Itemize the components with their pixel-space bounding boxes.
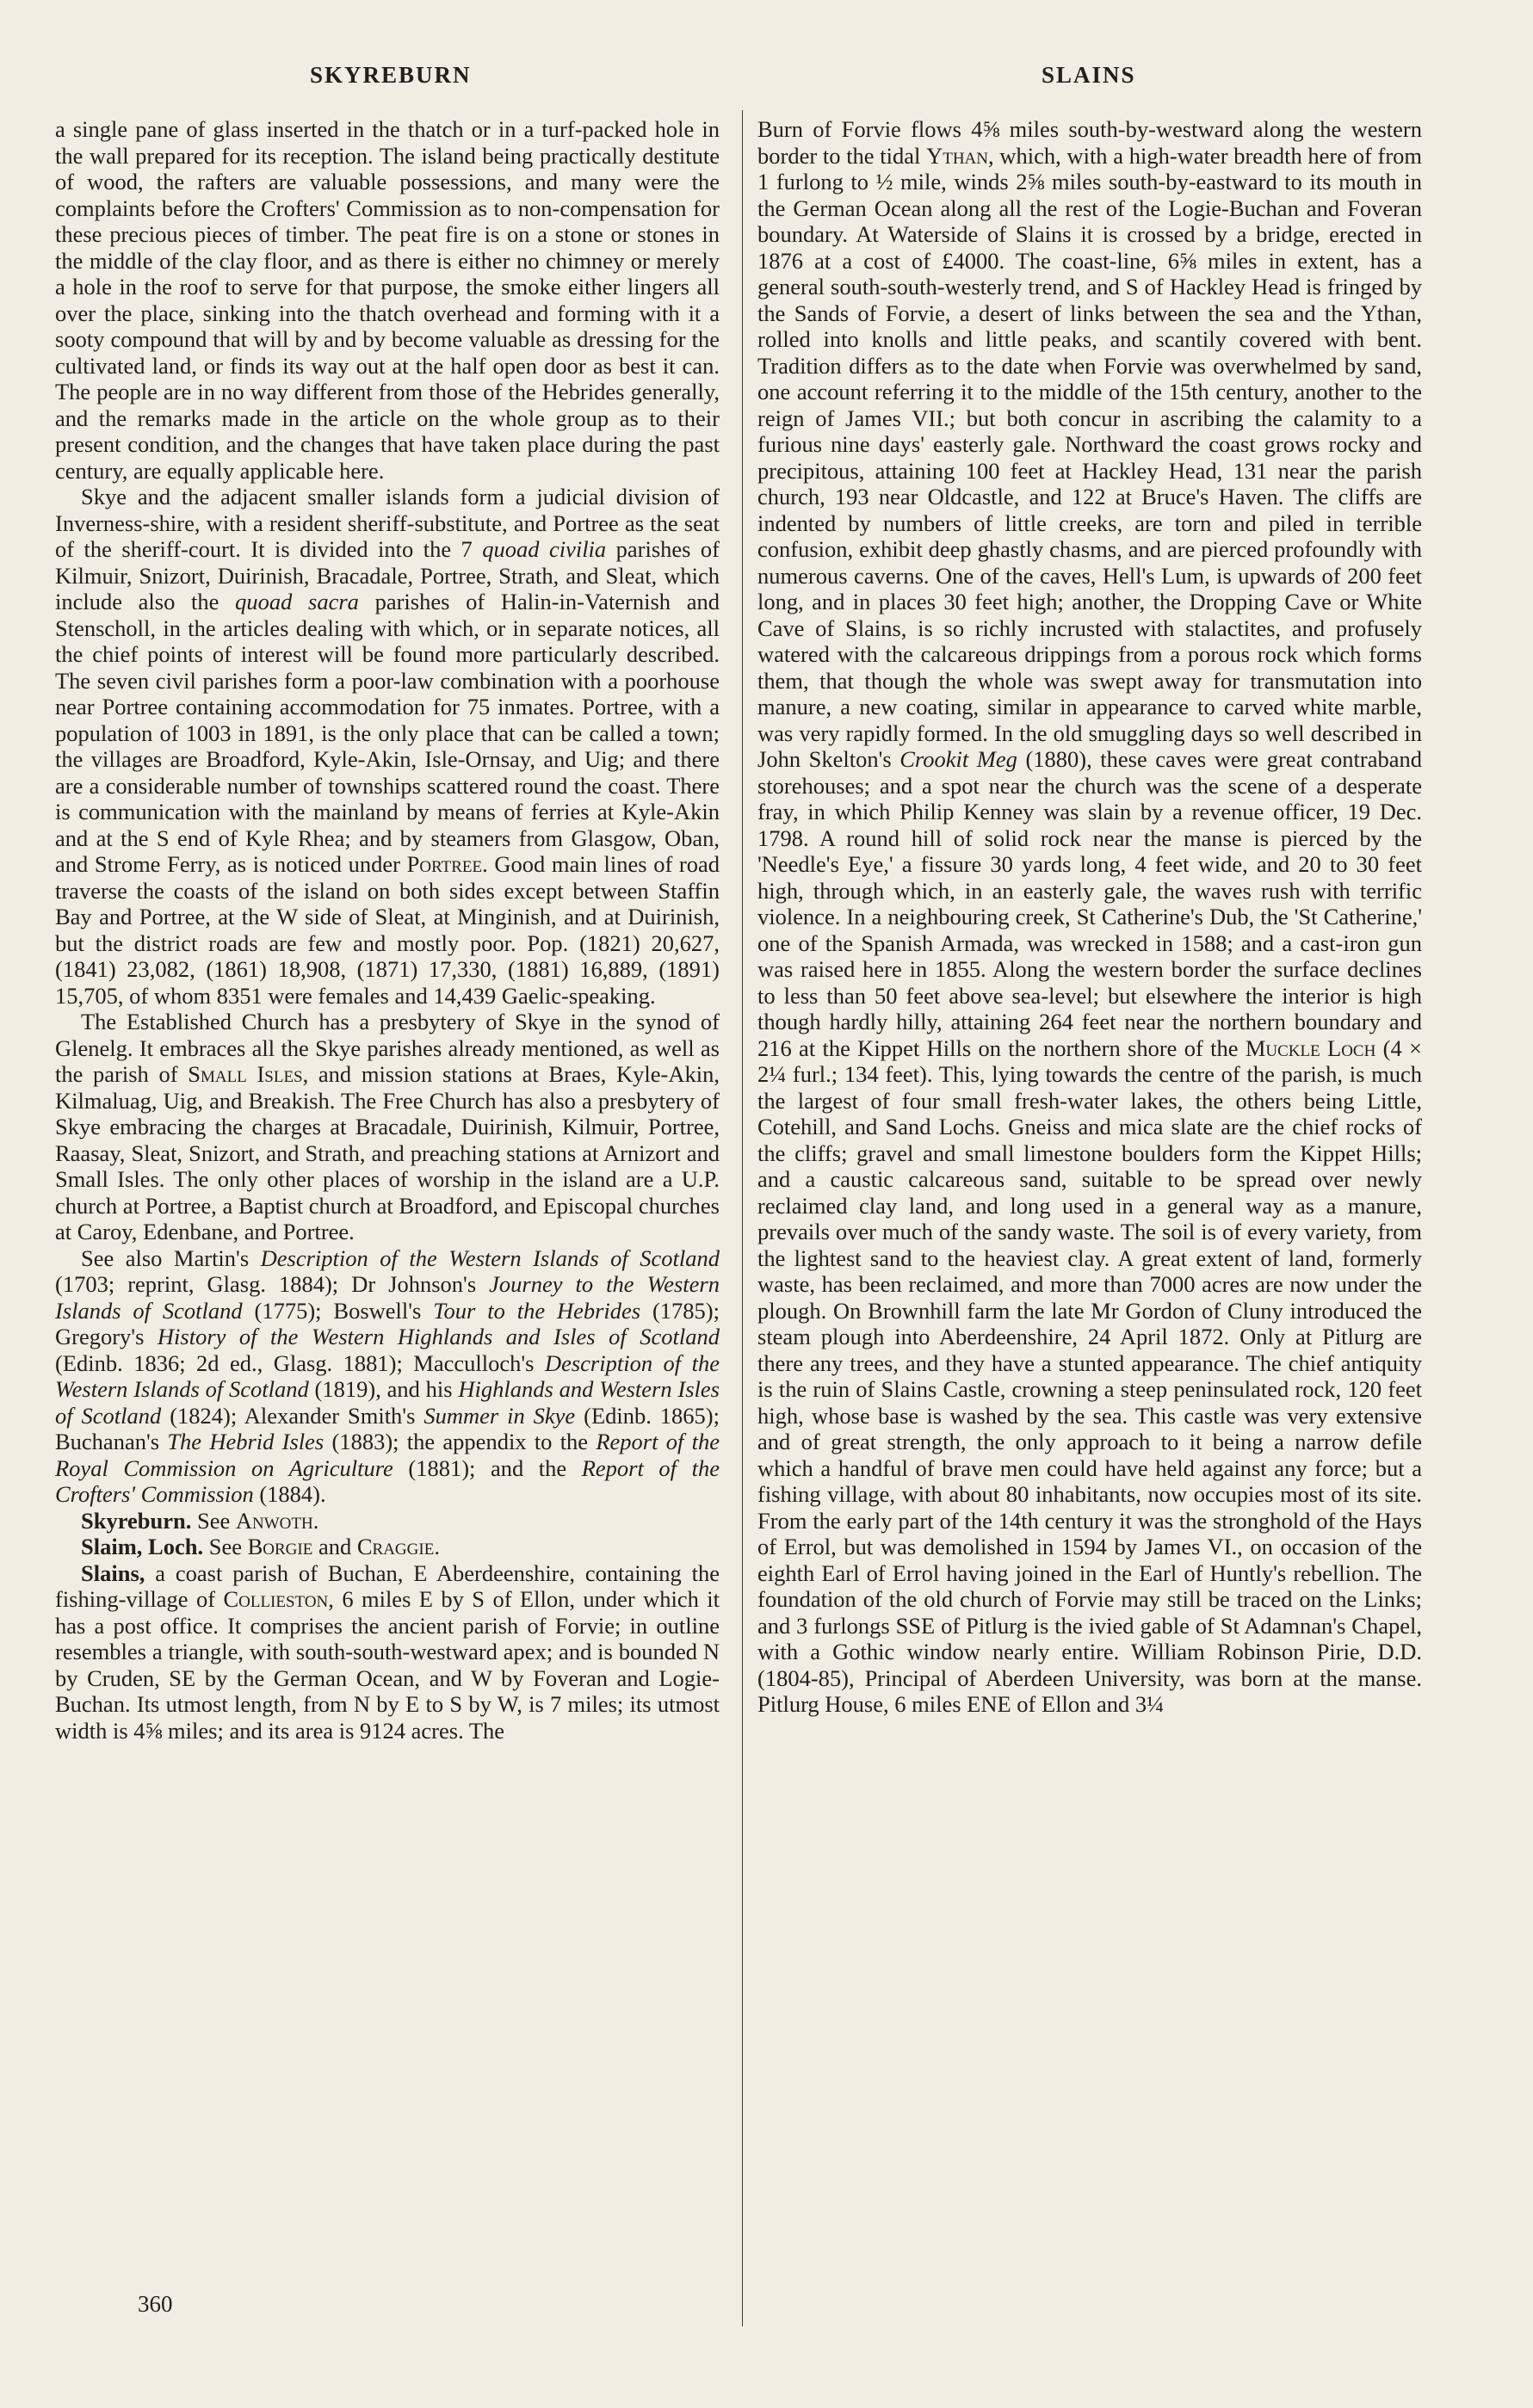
text-run: Report of the Royal Commission on Agriculture	[55, 1429, 720, 1481]
text-run: Borgie	[247, 1534, 313, 1559]
text-run: Anwoth	[235, 1507, 313, 1534]
text-run: a coast parish of Buchan, E Aberdeenshire, containing the fishing-village of	[55, 1559, 720, 1612]
text-run: Skyreburn.	[81, 1507, 192, 1534]
text-run: Portree	[406, 851, 483, 877]
text-run: (1884).	[253, 1481, 326, 1507]
text-run: Burn of Forvie flows 4⅝ miles south-by-westward along the western border to the tidal	[757, 116, 1422, 169]
paragraph	[55, 484, 720, 1009]
text-run: quoad sacra	[235, 589, 359, 614]
left-column	[55, 116, 720, 1744]
text-run: quoad civilia	[482, 536, 607, 562]
paragraph	[55, 1560, 720, 1744]
text-run: Muckle Loch	[1245, 1034, 1376, 1061]
text-run: Description of the Western Islands of Scotland	[260, 1244, 720, 1271]
paragraph	[757, 116, 1422, 1718]
text-run: Craggie	[356, 1534, 435, 1559]
text-run: Description of the Western Islands of Scotland	[55, 1349, 720, 1402]
text-run: Ythan	[926, 142, 989, 169]
text-run: (4 × 2¼ furl.; 134 feet). This, lying towards the centre of the parish, is much the largest of four small fresh-water lakes, the others being Little, Cotehill, and Sand Lochs. Gneiss and mica slate are the chief rocks of the cliffs; gravel and small limestone boulders form the Kippet Hills; and a caustic calcareous sand, suitable to be spread over newly reclaimed clay land, and long used in a general way as a manure, prevails over much of the sandy waste. The soil is of every variety, from the lightest sand to the heaviest clay. A great extent of land, formerly waste, has been reclaimed, and more than 7000 acres are now under the plough. On Brownhill farm the late Mr Gordon of Cluny introduced the steam plough into Aberdeenshire, 24 April 1872. Only at Pitlurg are there any trees, and they have a stunted appearance. The chief antiquity is the ruin of Slains Castle, crowning a steep peninsulated rock, 120 feet high, whose base is washed by the sea. This castle was very extensive and of great strength, the only approach to it being a narrow defile which a handful of brave men could have held against any force; but a fishing village, with about 80 inhabitants, now occupies most of its site. From the early part of the 14th century it was the stronghold of the Hays of Errol, but was demolished in 1594 by James VI., on occasion of the eighth Earl of Errol having joined in the Earl of Huntly's rebellion. The foundation of the old church of Forvie may still be traced on the Links; and 3 furlongs SSE of Pitlurg is the ivied gable of St Adamnan's Chapel, with a Gothic window nearly entire. William Robinson Pirie, D.D. (1804-85), Principal of Aberdeen University, was born at the manse. Pitlurg House, 6 miles ENE of Ellon and 3¼	[757, 1034, 1422, 1717]
text-run: Summer in Skye	[423, 1402, 576, 1429]
text-run: (1703; reprint, Glasg. 1884); Dr Johnson's	[55, 1271, 490, 1297]
text-run: (1881); and the	[393, 1454, 582, 1481]
text-run: Skye and the adjacent smaller islands form a judicial division of Inverness-shire, with a resident sheriff-substitute, and Portree as the seat of the sheriff-court. It is divided into the 7	[55, 484, 720, 562]
column-divider	[742, 110, 743, 2326]
text-run: Small Isles	[188, 1061, 303, 1087]
text-run: (Edinb. 1836; 2d ed., Glasg. 1881); Macculloch's	[55, 1349, 545, 1376]
text-run: , which, with a high-water breadth here of from 1 furlong to ½ mile, winds 2⅝ miles south-by-eastward to its mouth in the German Ocean along all the rest of the Logie-Buchan and Foveran boundary. At Waterside of Slains it is crossed by a bridge, erected in 1876 at a cost of £4000. The coast-line, 6⅝ miles in extent, has a general south-south-westerly trend, and S of Hackley Head is fringed by the Sands of Forvie, a desert of links between the sea and the Ythan, rolled into knolls and little peaks, and scantily covered with bent. Tradition differs as to the date when Forvie was overwhelmed by sand, one account referring it to the middle of the 15th century, another to the reign of James VII.; but both concur in ascribing the calamity to a furious nine days' easterly gale. Northward the coast grows rocky and precipitous, attaining 100 feet at Hackley Head, 131 near the parish church, 193 near Oldcastle, and 122 at Bruce's Haven. The cliffs are indented by numbers of little creeks, are torn and piled in terrible confusion, exhibit deep ghastly chasms, and are pierced profoundly with numerous caverns. One of the caves, Hell's Lum, is upwards of 200 feet long, and in places 30 feet high; another, the Dropping Cave or White Cave of Slains, is so richly incrusted with stalactites, and profusely watered with the calcareous drippings from a porous rock which forms them, that though the whole was swept away for transmutation into manure, a new coating, similar in appearance to carved white marble, was very rapidly formed. In the old smuggling days so well described in John Skelton's	[757, 142, 1423, 772]
text-run: (1819), and his	[308, 1376, 459, 1402]
text-run: (1785); Gregory's	[55, 1297, 720, 1349]
text-run: a single pane of glass inserted in the thatch or in a turf-packed hole in the wall prepared for its reception. The island being practically destitute of wood, the rafters are valuable possessions, and many were the complaints before the Crofters' Commission as to non-compensation for these precious pieces of timber. The peat fire is on a stone or stones in the middle of the clay floor, and as there is either no chimney or merely a hole in the roof to serve for that purpose, the smoke either lingers all over the place, sinking into the thatch overhead and forming with it a sooty compound that will by and by become valuable as dressing for the cultivated land, or finds its way out at the half open door as best it can. The people are in no way different from those of the Hebrides generally, and the remarks made in the article on the whole group as to their present condition, and the changes that have taken place during the past century, are equally applicable here.	[55, 116, 720, 484]
paragraph	[55, 1508, 720, 1534]
text-run: History of the Western Highlands and Isles of Scotland	[157, 1324, 720, 1349]
text-run: See	[203, 1534, 248, 1559]
running-head-right: SLAINS	[1042, 62, 1136, 88]
running-head-left: SKYREBURN	[310, 62, 472, 88]
text-run: Report of the Crofters' Commission	[55, 1454, 720, 1507]
text-run: The Established Church has a presbytery of Skye in the synod of Glenelg. It embraces all the Skye parishes already mentioned, as well as the parish of	[55, 1009, 720, 1087]
text-run: See also Martin's	[81, 1244, 261, 1271]
text-run: (Edinb. 1865); Buchanan's	[55, 1402, 720, 1454]
paragraph	[55, 1009, 720, 1245]
text-run: Crookit Meg	[899, 746, 1017, 772]
text-run: Slains,	[81, 1559, 145, 1586]
paragraph	[55, 1245, 720, 1508]
text-run: and	[312, 1534, 357, 1559]
paragraph	[55, 1534, 720, 1560]
text-run: parishes of Halin-in-Vaternish and Stenscholl, in the articles dealing with which, or in separate notices, all the chief points of interest will be found more particularly described. The seven civil parishes form a poor-law combination with a poorhouse near Portree containing accommodation for 75 inmates. Portree, with a population of 1003 in 1891, is the only place that can be called a town; the villages are Broadford, Kyle-Akin, Isle-Ornsay, and Uig; and there are a considerable number of townships scattered round the coast. There is communication with the mainland by means of ferries at Kyle-Akin and at the S end of Kyle Rhea; and by steamers from Glasgow, Oban, and Strome Ferry, as is noticed under	[55, 589, 720, 877]
text-run: (1775); Boswell's	[242, 1297, 434, 1324]
text-run: .	[434, 1534, 440, 1559]
text-run: Slaim, Loch.	[81, 1534, 204, 1559]
text-run: , and mission stations at Braes, Kyle-Akin, Kilmaluag, Uig, and Breakish. The Free Church has also a presbytery of Skye embracing the charges at Bracadale, Duirinish, Kilmuir, Portree, Raasay, Sleat, Snizort, and Strath, and preaching stations at Arnizort and Small Isles. The only other places of worship in the island are a U.P. church at Portree, a Baptist church at Broadford, and Episcopal churches at Caroy, Edenbane, and Portree.	[55, 1061, 720, 1244]
text-run: Journey to the Western Islands of Scotland	[55, 1271, 720, 1324]
text-run: The Hebrid Isles	[167, 1429, 325, 1454]
text-run: (1880), these caves were great contraband storehouses; and a spot near the church was the scene of a desperate fray, in which Philip Kenney was slain by a revenue officer, 19 Dec. 1798. A round hill of solid rock near the manse is pierced by the 'Needle's Eye,' a fissure 30 yards long, 4 feet wide, and 20 to 30 feet high, through which, in an easterly gale, the waves rush with terrific violence. In a neighbouring creek, St Catherine's Dub, the 'St Catherine,' one of the Spanish Armada, was wrecked in 1588; and a cast-iron gun was raised here in 1855. Along the western border the surface declines to less than 50 feet above sea-level; but elsewhere the interior is high though hardly hilly, attaining 264 feet near the northern boundary and 216 at the Kippet Hills on the northern shore of the	[757, 746, 1422, 1061]
right-column	[757, 116, 1422, 1718]
text-run: , 6 miles E by S of Ellon, under which it has a post office. It comprises the ancient parish of Forvie; in outline resembles a triangle, with south-south-westward apex; and is bounded N by Cruden, SE by the German Ocean, and W by Foveran and Logie-Buchan. Its utmost length, from N by E to S by W, is 7 miles; its utmost width is 4⅝ miles; and its area is 9124 acres. The	[55, 1586, 720, 1744]
text-run: (1883); the appendix to the	[324, 1429, 597, 1454]
paragraph	[55, 116, 720, 484]
page-number: 360	[138, 2291, 173, 2317]
text-run: .	[312, 1507, 319, 1534]
text-run: . Good main lines of road traverse the coasts of the island on both sides except between Staffin Bay and Portree, at the W side of Sleat, at Minginish, and at Duirinish, but the district roads are few and mostly poor. Pop. (1821) 20,627, (1841) 23,082, (1861) 18,908, (1871) 17,330, (1881) 16,889, (1891) 15,705, of whom 8351 were females and 14,439 Gaelic-speaking.	[55, 851, 720, 1009]
text-run: (1824); Alexander Smith's	[161, 1402, 424, 1429]
text-run: parishes of Kilmuir, Snizort, Duirinish, Bracadale, Portree, Strath, and Sleat, which include also the	[55, 536, 720, 614]
text-run: Highlands and Western Isles of Scotland	[55, 1376, 720, 1429]
text-run: Tour to the Hebrides	[433, 1297, 641, 1324]
text-run: Collieston	[223, 1586, 329, 1612]
text-run: See	[191, 1507, 236, 1534]
